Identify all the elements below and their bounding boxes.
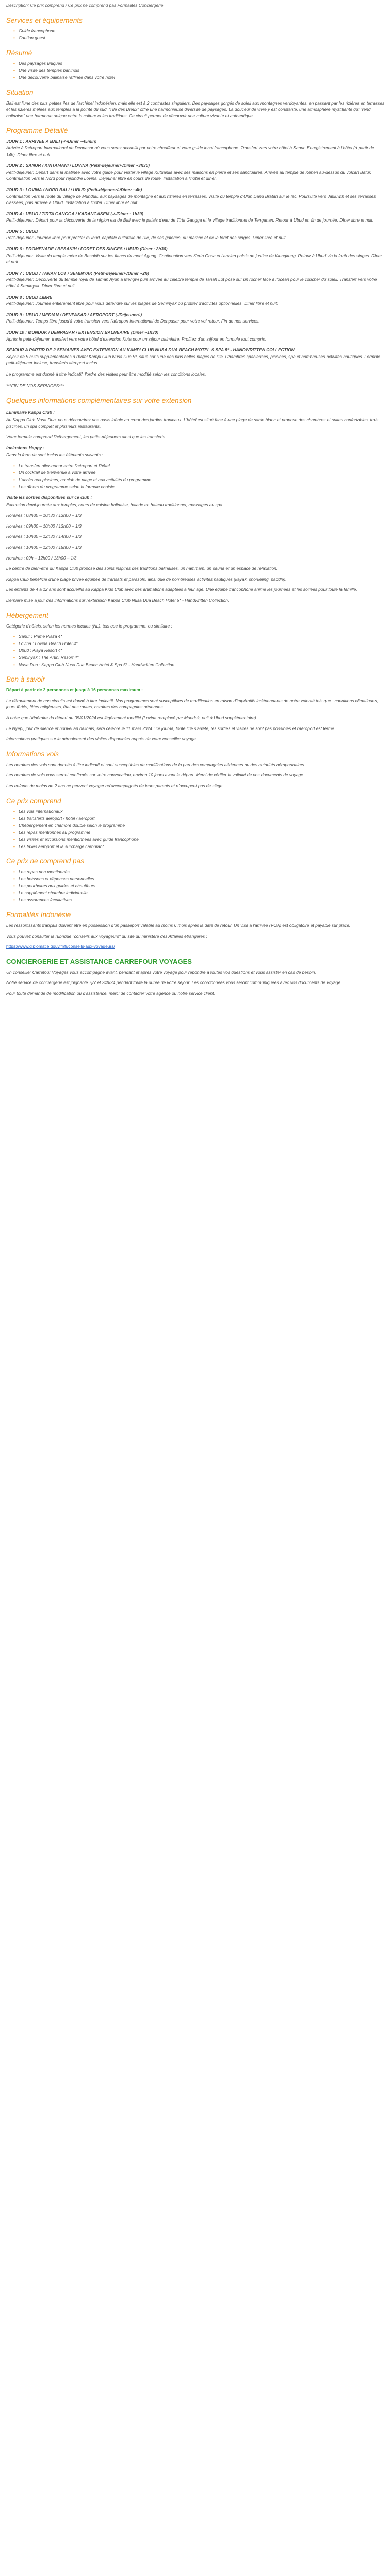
list-item: • Les dîners du programme selon la formule choisie <box>14 484 385 490</box>
infos-subtitle: Inclusions Happy : <box>6 445 45 450</box>
day-title: JOUR 1 : ARRIVEE A BALI (-/-/Diner ~45min) <box>6 139 97 144</box>
list-item: • Les transferts aéroport / hôtel / aéroport <box>14 815 385 822</box>
day-block <box>6 162 385 182</box>
day-block <box>6 228 385 241</box>
list-item: • Caution guest <box>14 35 385 41</box>
list-item: • Un cocktail de bienvenue à votre arrivée <box>14 469 385 476</box>
extension-block <box>6 347 385 366</box>
bon-highlight: Départ à partir de 2 personnes et jusqu'à 16 personnes maximum : <box>6 687 143 693</box>
day-body: Après le petit-déjeuner, transfert vers votre hôtel d'extension Kuta pour un séjour balnéaire. Profitez d'un séjour en formule tout compris. <box>6 336 266 342</box>
formalites-paragraph: Les ressortissants français doivent être en possession d'un passeport valable au moins 6 mois après la date de retour. Un visa à l'arrivée (VOA) est obligatoire et payable sur place. <box>6 923 351 928</box>
conciergerie-paragraph: Notre service de conciergerie est joignable 7j/7 et 24h/24 pendant toute la durée de votre séjour. Les coordonnées vous seront communiquées avec vos documents de voyage. <box>6 980 342 986</box>
day-block <box>6 329 385 342</box>
extension-body: Séjour de 5 nuits supplémentaires à l'hôtel Kampi Club Nusa Dua 5*, situé sur l'une des plus belles plages de l'île. Chambres spacieuses, piscines, spa et nombreuses activités nautiques. Formule petit-déjeuner incluse, transferts aéroport inclus. <box>6 353 380 366</box>
vols-paragraph: Les horaires des vols sont donnés à titre indicatif et sont susceptibles de modifications de la part des compagnies aériennes ou des autorités aéroportuaires. <box>6 761 306 767</box>
vols-paragraph: Les enfants de moins de 2 ans ne peuvent voyager qu'accompagnés de leurs parents et n'occupent pas de siège. <box>6 783 224 788</box>
list-item: • Une visite des temples bahinois <box>14 67 385 74</box>
list-item: • Les taxes aéroport et la surcharge carburant <box>14 843 385 850</box>
day-title: JOUR 9 : UBUD / MEDIAN / DENPASAR / AEROPORT (-/Déjeuner/-) <box>6 312 142 317</box>
day-body: Continuation vers la route du village de Munduk, aux paysages de montagne et aux rizières en terrasses. Visite du temple d'Ulun Danu Bratan sur le lac. Poursuite vers Jatiluwih et ses terrasses classées, puis arrivée à Ubud. Installation à l'hôtel. Dîner libre et nuit. <box>6 193 376 206</box>
infos-paragraph: Votre formule comprend l'hébergement, les petits-déjeuners ainsi que les transferts. <box>6 434 167 439</box>
day-block <box>6 312 385 325</box>
day-block <box>6 294 385 307</box>
infos-title: Quelques informations complémentaires sur votre extension <box>6 397 192 405</box>
services-title: Services et équipements <box>6 16 83 24</box>
infos-subtitle: Visite les sorties disponibles sur ce club : <box>6 495 92 500</box>
list-item: • Les repas mentionnés au programme <box>14 829 385 836</box>
schedule-line: Horaires : 08h30 – 10h30 / 13h00 – 1/3 <box>6 513 82 518</box>
day-body: Petit-déjeuner. Journée entièrement libre pour vous détendre sur les plages de Seminyak ou profiter d'activités optionnelles. Dîner libre et nuit. <box>6 301 279 307</box>
list-item: • Les visites et excursions mentionnées avec guide francophone <box>14 836 385 843</box>
day-block <box>6 246 385 265</box>
programme-note: Le programme est donné à titre indicatif, l'ordre des visites peut être modifié selon les conditions locales. <box>6 371 206 377</box>
list-item: • Guide francophone <box>14 28 385 35</box>
infos-paragraph: Le centre de bien-être du Kappa Club propose des soins inspirés des traditions balinaises, un hammam, un sauna et un espace de relaxation. <box>6 566 278 571</box>
infos-list <box>6 463 385 490</box>
page <box>0 0 391 1007</box>
services-list <box>6 28 385 41</box>
day-block <box>6 211 385 224</box>
list-item: • Seminyak : The Artini Resort 4* <box>14 654 385 661</box>
ne-comprend-title: Ce prix ne comprend pas <box>6 857 84 866</box>
day-body: Petit-déjeuner. Journée libre pour profiter d'Ubud, capitale culturelle de l'île, de ses galeries, du marché et de la forêt des singes. Dîner libre et nuit. <box>6 235 287 241</box>
list-item: • Des paysages uniques <box>14 60 385 67</box>
list-item: • Les boissons et dépenses personnelles <box>14 876 385 883</box>
day-body: Arrivée à l'aéroport International de Denpasar où vous serez accueilli par votre chauffeur et votre guide local francophone. Transfert vers votre hôtel à Sanur. Enregistrement à l'hôtel (à partir de 14h). Dîner libre et nuit. <box>6 145 374 157</box>
intro-text: Description: Ce prix comprend / Ce prix ne comprend pas Formalités Conciergerie <box>6 3 164 8</box>
schedule-line: Horaires : 09h00 – 10h00 / 13h00 – 1/3 <box>6 523 82 529</box>
day-block <box>6 270 385 290</box>
list-item: • Le transfert aller-retour entre l'aéroport et l'hôtel <box>14 463 385 469</box>
day-body: Petit-déjeuner. Visite du temple mère de Besakih sur les flancs du mont Agung. Continuation vers Kerta Gosa et l'ancien palais de justice de Klungkung. Retour à Ubud via la forêt des singes. Dîner et nuit. <box>6 252 382 265</box>
bon-paragraph: Le Nyepi, jour de silence et nouvel an balinais, sera célébré le 11 mars 2024 : ce jour-là, toute l'île s'arrête, les sorties et visites ne sont pas possibles et l'aéroport est fermé. <box>6 725 336 731</box>
formalites-title: Formalités Indonésie <box>6 911 71 919</box>
bon-paragraph: Informations pratiques sur le déroulement des visites disponibles auprès de votre conseiller voyage. <box>6 736 198 742</box>
day-title: JOUR 5 : UBUD <box>6 228 38 234</box>
list-item: • Ubud : Alaya Resort 4* <box>14 647 385 654</box>
extension-title: SEJOUR A PARTIR DE 2 SEMAINES AVEC EXTENSION AU KAMPI CLUB NUSA DUA BEACH HOTEL & SPA 5* - HANDWRITTEN COLLECTION <box>6 347 295 353</box>
hebergement-intro: Catégorie d'hôtels, selon les normes locales (NL), tels que le programme, ou similaire : <box>6 623 172 629</box>
day-title: JOUR 6 : PROMENADE / BESAKIH / FORET DES SINGES / UBUD (Diner ~2h30) <box>6 246 168 252</box>
hebergement-list <box>6 633 385 668</box>
list-item: • L'accès aux piscines, au club de plage et aux activités du programme <box>14 477 385 483</box>
infos-paragraph: Excursion demi-journée aux temples, cours de cuisine balinaise, balade en bateau traditionnel, massages au spa. <box>6 502 224 507</box>
list-item: • Les vols internationaux <box>14 808 385 815</box>
formalites-link[interactable]: https://www.diplomatie.gouv.fr/fr/conseils-aux-voyageurs/ <box>6 944 115 950</box>
day-block <box>6 138 385 158</box>
list-item: • Lovina : Lovina Beach Hotel 4* <box>14 640 385 647</box>
list-item: • Les repas non mentionnés <box>14 869 385 875</box>
programme-end-note: ***FIN DE NOS SERVICES*** <box>6 383 64 388</box>
infos-subtitle: Luminaire Kappa Club : <box>6 410 55 415</box>
resume-title: Résumé <box>6 48 32 57</box>
day-title: JOUR 8 : UBUD LIBRE <box>6 294 53 300</box>
day-body: Petit-déjeuner. Temps libre jusqu'à votre transfert vers l'aéroport international de Denpasar pour votre vol retour. Fin de nos services. <box>6 318 260 324</box>
infos-paragraph: Dernière mise à jour des informations sur l'extension Kappa Club Nusa Dua Beach Hotel 5* - Handwritten Collection. <box>6 598 230 603</box>
bon-title: Bon à savoir <box>6 675 45 684</box>
bon-paragraph: A noter que l'itinéraire du départ du 05/01/2024 est légèrement modifié (Lovina remplacé par Munduk, nuit à Ubud supplémentaire). <box>6 715 257 720</box>
conciergerie-title: CONCIERGERIE ET ASSISTANCE CARREFOUR VOYAGES <box>6 957 192 965</box>
schedule-line: Horaires : 09h – 12h00 / 13h00 – 1/3 <box>6 555 77 561</box>
conciergerie-paragraph: Pour toute demande de modification ou d'assistance, merci de contacter votre agence ou notre service client. <box>6 991 215 996</box>
day-body: Petit-déjeuner. Départ dans la matinée avec votre guide pour visiter le village Kutuanlia avec ses maisons en pierre et ses sanctuaires. Arrivée au temple de Kehen au-dessus du volcan Batur. Continuation vers le Nord pour rejoindre Lovina. Déjeuner libre en cours de route. Installation à l'hôtel et dîner. <box>6 169 372 181</box>
list-item: • Une découverte balinaise raffinée dans votre hôtel <box>14 74 385 81</box>
hebergement-title: Hébergement <box>6 611 48 619</box>
situation-title: Situation <box>6 88 34 96</box>
infos-paragraph: Kappa Club bénéficie d'une plage privée équipée de transats et parasols, ainsi que de nombreuses activités nautiques (kayak, snorkeling, paddle). <box>6 576 287 582</box>
list-item: • Le supplément chambre individuelle <box>14 890 385 896</box>
schedule-line: Horaires : 10h00 – 12h00 / 15h00 – 1/3 <box>6 545 82 550</box>
day-body: Petit-déjeuner. Découverte du temple royal de Taman Ayun à Mengwi puis arrivée au célèbre temple de Tanah Lot posé sur un rocher face à l'océan pour le coucher du soleil. Transfert vers votre hôtel à Seminyak. Dîner libre et nuit. <box>6 277 377 289</box>
list-item: • Les pourboires aux guides et chauffeurs <box>14 883 385 889</box>
programme-title: Programme Détaillé <box>6 127 68 135</box>
ne-comprend-list <box>6 869 385 903</box>
list-item: • Les assurances facultatives <box>14 896 385 903</box>
day-body: Petit-déjeuner. Départ pour la découverte de la région est de Bali avec le palais d'eau de Tirta Gangga et le village traditionnel de Tenganan. Retour à Ubud en fin de journée. Dîner libre et nuit. <box>6 217 374 223</box>
list-item: • Sanur : Prime Plaza 4* <box>14 633 385 640</box>
resume-list <box>6 60 385 81</box>
day-title: JOUR 10 : MUNDUK / DENPASAR / EXTENSION BALNEAIRE (Diner ~1h30) <box>6 330 159 335</box>
comprend-title: Ce prix comprend <box>6 796 61 805</box>
bon-paragraph: Le déroulement de nos circuits est donné à titre indicatif. Nos programmes sont susceptibles de modification en raison d'impératifs indépendants de notre volonté tels que : conditions climatiques, jours fériés, fêtes religieuses, état des routes, horaires des compagnies aériennes. <box>6 698 378 710</box>
list-item: • L'hébergement en chambre double selon le programme <box>14 822 385 829</box>
schedule-line: Horaires : 10h30 – 12h30 / 14h00 – 1/3 <box>6 534 82 539</box>
infos-paragraph: Dans la formule sont inclus les éléments suivants : <box>6 452 103 458</box>
vols-paragraph: Les horaires de vols vous seront confirmés sur votre convocation, environ 10 jours avant le départ. Merci de vérifier la validité de vos documents de voyage. <box>6 772 305 778</box>
day-block <box>6 187 385 206</box>
day-title: JOUR 7 : UBUD / TANAH LOT / SEMINYAK (Petit-déjeuner/-/Diner ~2h) <box>6 270 149 276</box>
day-title: JOUR 3 : LOVINA / NORD BALI / UBUD (Petit-déjeuner/-/Diner ~4h) <box>6 187 142 192</box>
infos-paragraph: Au Kappa Club Nusa Dua, vous découvrirez une oasis idéale au cœur des jardins tropicaux. L'hôtel est situé face à une plage de sable blanc et propose des chambres et suites confortables, trois piscines, un spa complet et plusieurs restaurants. <box>6 417 379 429</box>
day-title: JOUR 2 : SANUR / KINTAMANI / LOVINA (Petit-déjeuner/-/Diner ~3h30) <box>6 163 150 168</box>
situation-text: Bali est l'une des plus petites iles de l'archipel indonésien, mais elle est à 2 contrastes singuliers. Des paysages gorgés de soleil aux montagnes verdoyantes, en passant par les rizières en terrasses et les rizières mêlées aux temples à la pointe du sud, "l'île des Dieux" offre une harmonieuse diversité de paysages. La douceur de vivre y est constante, une atmosphère mystifiante qui "rend balinaise" une harmonie unique entre la culture et les traditions. Ce circuit permet de découvrir une culture vivante et authentique. <box>6 100 385 118</box>
vols-title: Informations vols <box>6 750 59 758</box>
formalites-paragraph: Vous pouvez consulter la rubrique "conseils aux voyageurs" du site du ministère des Affaires étrangères : <box>6 933 207 939</box>
comprend-list <box>6 808 385 850</box>
day-title: JOUR 4 : UBUD / TIRTA GANGGA / KARANGASEM (-/-/Diner ~1h30) <box>6 211 143 216</box>
list-item: • Nusa Dua : Kappa Club Nusa Dua Beach Hotel & Spa 5* - Handwritten Collection <box>14 662 385 668</box>
infos-paragraph: Les enfants de 4 à 12 ans sont accueillis au Kappa Kids Club avec des animations adaptées à leur âge. Une équipe francophone anime les journées et les soirées pour toute la famille. <box>6 587 357 592</box>
conciergerie-paragraph: Un conseiller Carrefour Voyages vous accompagne avant, pendant et après votre voyage pour répondre à toutes vos questions et vous assister en cas de besoin. <box>6 969 316 975</box>
